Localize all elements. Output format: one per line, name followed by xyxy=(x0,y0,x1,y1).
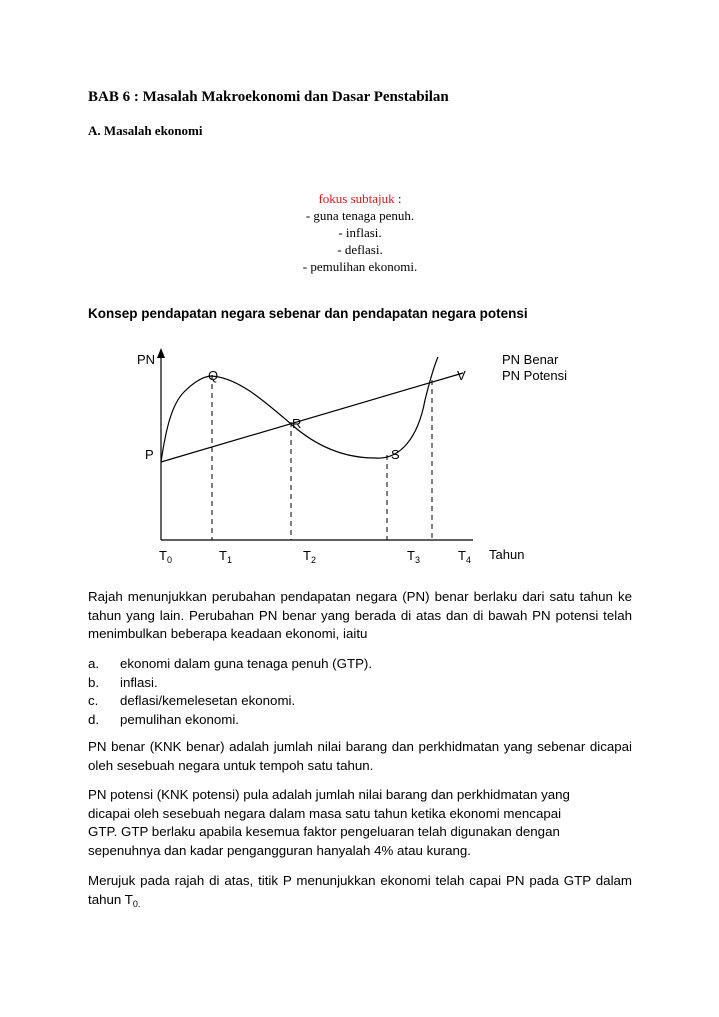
paragraph xyxy=(88,786,632,860)
tick-label-t4: $T_4$ xyxy=(458,548,471,565)
point-label-v: V xyxy=(457,368,466,383)
paragraph-line: GTP. GTP berlaku apabila kesemua faktor pengeluaran telah digunakan dengan xyxy=(88,824,560,839)
tick-label-t1: $T_1$ xyxy=(219,548,232,565)
pn-diagram xyxy=(0,340,719,570)
list-item xyxy=(88,711,372,730)
list-item xyxy=(88,655,372,674)
list-item-text: ekonomi dalam guna tenaga penuh (GTP). xyxy=(120,656,373,671)
focus-item: - inflasi. xyxy=(338,225,382,240)
focus-colon: : xyxy=(394,191,402,206)
pn-potensi-line xyxy=(161,373,463,462)
focus-item: - pemulihan ekonomi. xyxy=(302,259,418,274)
point-label-s: S xyxy=(391,447,400,462)
focus-item: - guna tenaga penuh. xyxy=(305,208,415,223)
paragraph xyxy=(88,872,632,913)
list-item xyxy=(88,692,372,711)
focus-label: fokus subtajuk xyxy=(318,191,395,206)
y-axis-arrow xyxy=(157,348,165,358)
legend-pn-potensi: PN Potensi xyxy=(502,368,568,383)
y-axis-label: PN xyxy=(137,352,156,367)
focus-subtopics xyxy=(260,190,460,275)
legend-pn-benar: PN Benar xyxy=(502,352,559,367)
focus-label-line xyxy=(260,190,460,207)
x-axis-label: Tahun xyxy=(489,547,525,562)
section-heading: A. Masalah ekonomi xyxy=(88,123,203,138)
paragraph: PN benar (KNK benar) adalah jumlah nilai barang dan perkhidmatan yang sebenar dicapai oleh sesebuah negara untuk tempoh satu tahun. xyxy=(88,739,632,773)
economic-conditions-list xyxy=(88,655,372,729)
chapter-title: BAB 6 : Masalah Makroekonomi dan Dasar Penstabilan xyxy=(88,89,449,105)
paragraph-line: PN potensi (KNK potensi) pula adalah jumlah nilai barang dan perkhidmatan yang xyxy=(88,787,570,802)
paragraph: Rajah menunjukkan perubahan pendapatan negara (PN) benar berlaku dari satu tahun ke tahun yang lain. Perubahan PN benar yang berada di atas dan di bawah PN potensi telah menimbulkan beberapa keadaan ekonomi, iaitu xyxy=(88,589,632,641)
list-marker: d. xyxy=(88,711,100,727)
tick-label-t3: $T_3$ xyxy=(407,548,420,565)
point-label-p: P xyxy=(145,447,154,462)
list-item xyxy=(88,674,372,693)
paragraph-text: Merujuk pada rajah di atas, titik P menunjukkan ekonomi telah capai PN pada GTP dalam tahun T xyxy=(88,873,632,907)
paragraph-subscript: 0. xyxy=(132,898,141,909)
paragraph-line: dicapai oleh sesebuah negara dalam masa satu tahun ketika ekonomi mencapai xyxy=(88,805,562,821)
concept-heading: Konsep pendapatan negara sebenar dan pendapatan negara potensi xyxy=(88,306,528,321)
point-label-r: R xyxy=(292,416,302,431)
list-item-text: pemulihan ekonomi. xyxy=(120,711,240,727)
list-marker: a. xyxy=(88,656,100,671)
focus-item: - deflasi. xyxy=(337,242,383,257)
list-marker: b. xyxy=(88,674,100,690)
list-item-text: inflasi. xyxy=(120,674,158,690)
point-label-q: Q xyxy=(208,368,219,383)
tick-label-t0: $T_0$ xyxy=(159,548,172,565)
list-marker: c. xyxy=(88,693,99,708)
list-item-text: deflasi/kemelesetan ekonomi. xyxy=(120,693,296,708)
tick-label-t2: $T_2$ xyxy=(303,548,316,565)
paragraph-line: sepenuhnya dan kadar pengangguran hanyalah 4% atau kurang. xyxy=(88,842,471,858)
